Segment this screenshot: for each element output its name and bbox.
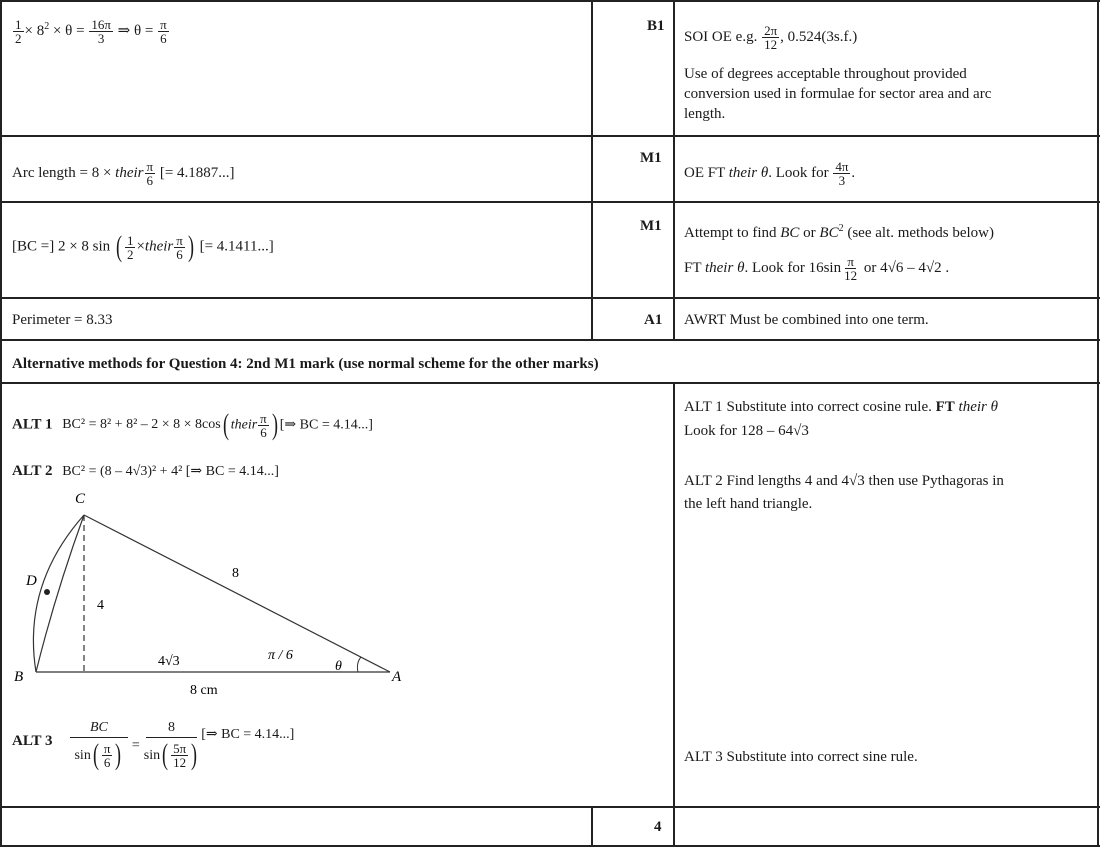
- row3-note-2: [684, 255, 949, 282]
- row3-note2-their: their θ: [704, 259, 745, 276]
- row3-note1-a: Attempt to find: [684, 225, 777, 241]
- triangle-diagram: [0, 485, 420, 700]
- row3-note1-bc2: BC: [819, 225, 839, 241]
- alt3-b-den: 12: [173, 754, 187, 770]
- alt3-rhs: [144, 720, 199, 770]
- row3-times: ×: [136, 238, 145, 255]
- row1-6: 6: [160, 31, 167, 47]
- label-hypotenuse: 8: [232, 566, 239, 581]
- alt3-lhs: [70, 720, 128, 770]
- row1-times8: × 8: [24, 23, 45, 39]
- alt1-note-a: ALT 1 Substitute into correct cosine rule.: [684, 399, 932, 415]
- alt3-lparen-a: (: [92, 738, 99, 771]
- alt2-label: ALT 2: [12, 463, 53, 479]
- row3-note1-or: or: [803, 225, 816, 241]
- row1-implies: ⇒ θ =: [117, 23, 154, 39]
- alt3-lparen-b: (: [162, 738, 169, 771]
- rule-mark-note-2: [673, 806, 675, 847]
- row1-3: 3: [97, 31, 105, 47]
- row3-note1-b: (see alt. methods below): [847, 225, 994, 241]
- row3-one: 1: [126, 232, 134, 248]
- alt1-lparen: (: [222, 408, 229, 441]
- row1-working: [12, 18, 170, 45]
- angle-arc: [357, 657, 361, 672]
- alt2-working: [12, 462, 279, 481]
- alt3-rhs-den: [144, 740, 199, 770]
- alt3-lhs-den: [74, 740, 123, 770]
- alt3-rhs-num: 8: [146, 720, 197, 738]
- rule-alt-divider: [673, 383, 675, 807]
- row3-bc: [BC =] 2 × 8 sin: [12, 238, 111, 255]
- point-d: [44, 589, 50, 595]
- label-a: A: [392, 669, 402, 685]
- alt1-label: ALT 1: [12, 416, 53, 433]
- row3-mark: M1: [640, 218, 662, 234]
- rule-bottom: [0, 845, 1100, 847]
- rule-row4: [0, 339, 1100, 341]
- alt3-sin1: sin: [74, 747, 91, 763]
- rule-alt-body: [0, 806, 1100, 808]
- alt2-expr: BC² = (8 – 4√3)² + 4² [⇒ BC = 4.14...]: [62, 464, 279, 479]
- alt-heading: Alternative methods for Question 4: 2nd M1 mark (use normal scheme for the other marks): [12, 356, 599, 372]
- row1-theta-eq: × θ =: [52, 23, 85, 39]
- alt3-equals: =: [131, 737, 140, 753]
- row1-note-top: [684, 24, 857, 51]
- rule-row1: [0, 135, 1100, 137]
- row2-note-c: .: [851, 164, 856, 181]
- rule-top: [0, 0, 1100, 2]
- alt3-b-num: 5π: [173, 740, 187, 756]
- row2-note-den: 3: [838, 173, 846, 188]
- alt1-note-2: Look for 128 – 64√3: [684, 423, 809, 439]
- row2-value: [= 4.1887...]: [159, 164, 235, 181]
- alt3-note: ALT 3 Substitute into correct sine rule.: [684, 749, 918, 765]
- row3-note1-bc: BC: [780, 225, 800, 241]
- row2-their: their: [115, 164, 144, 181]
- row1-note-line: Use of degrees acceptable throughout provided: [684, 66, 967, 82]
- arc-inner: [36, 515, 84, 672]
- row2-arc: Arc length = 8 ×: [12, 164, 112, 181]
- row1-note-a: SOI OE e.g.: [684, 28, 758, 45]
- label-angle-pi: π / 6: [268, 648, 293, 663]
- rule-right: [1097, 0, 1099, 847]
- alt3-lhs-num: BC: [70, 720, 128, 738]
- alt1-expr: BC² = 8² + 8² – 2 × 8 × 8cos: [62, 417, 221, 433]
- row1-mark: B1: [647, 18, 665, 34]
- label-d: D: [26, 573, 37, 589]
- row1-half-den: 2: [15, 31, 22, 47]
- row3-lparen: (: [115, 230, 122, 263]
- row2-note-b: . Look for: [768, 164, 829, 181]
- row3-rparen: ): [187, 230, 194, 263]
- alt3-working: [12, 732, 52, 750]
- alt1-note-ft: FT: [935, 399, 955, 415]
- label-height: 4: [97, 598, 104, 613]
- rule-alt-heading: [0, 382, 1100, 384]
- label-base-8cm: 8 cm: [190, 683, 218, 698]
- row1-16pi: 16π: [91, 17, 111, 33]
- alt3-sin2: sin: [143, 747, 161, 763]
- rule-row3: [0, 297, 1100, 299]
- row3-two: 2: [126, 246, 134, 262]
- alt3-equation: [70, 720, 294, 770]
- row4-note: AWRT Must be combined into one term.: [684, 312, 929, 328]
- row1-pi: π: [160, 17, 167, 33]
- row1-sq: 2: [44, 21, 50, 32]
- row1-note-body: [684, 64, 1084, 124]
- label-b: B: [14, 669, 24, 685]
- alt2-note-1: ALT 2 Find lengths 4 and 4√3 then use Pythagoras in: [684, 473, 1004, 489]
- alt1-pi: π: [260, 410, 267, 426]
- row2-note: [684, 160, 855, 187]
- row2-note-their: their θ: [728, 164, 769, 181]
- triangle-side-ca: [84, 515, 390, 672]
- row3-pi: π: [176, 232, 183, 248]
- row2-6: 6: [146, 173, 154, 188]
- alt3-rparen-a: ): [115, 738, 122, 771]
- rule-mark-note: [673, 0, 675, 340]
- row1-note-line: conversion used in formulae for sector area and arc: [684, 86, 992, 102]
- row3-their: their: [144, 238, 174, 255]
- rule-left: [0, 0, 2, 847]
- alt1-note-1: [684, 398, 998, 416]
- alt3-label: ALT 3: [12, 733, 53, 749]
- row3-note-1: [684, 220, 994, 242]
- alt3-a-den: 6: [103, 754, 111, 770]
- row3-six: 6: [176, 246, 183, 262]
- row2-pi: π: [146, 159, 154, 174]
- rule-row2: [0, 201, 1100, 203]
- row3-value: [= 4.1411...]: [199, 238, 274, 255]
- row3-note2-den: 12: [844, 268, 858, 283]
- row1-note-b: , 0.524(3s.f.): [780, 28, 858, 45]
- label-theta: θ: [335, 659, 342, 674]
- row1-half-num: 1: [15, 17, 22, 33]
- row1-note-line: length.: [684, 106, 726, 122]
- row3-note2-num: π: [847, 254, 854, 269]
- total-mark: 4: [654, 819, 662, 835]
- alt1-note-their: their θ: [958, 399, 998, 415]
- row2-note-num: 4π: [835, 159, 849, 174]
- arc-outer: [33, 515, 84, 672]
- row4-working: Perimeter = 8.33: [12, 312, 113, 328]
- row3-working: [12, 232, 274, 262]
- label-base-part: 4√3: [158, 654, 180, 669]
- row3-note2-b: . Look for 16sin: [744, 259, 842, 276]
- alt1-working: [12, 410, 373, 440]
- row1-note-den: 12: [764, 37, 778, 52]
- rule-work-mark-2: [591, 806, 593, 847]
- alt3-rparen-b: ): [191, 738, 198, 771]
- row2-mark: M1: [640, 150, 662, 166]
- row4-mark: A1: [644, 312, 663, 328]
- alt1-their: their: [230, 417, 258, 433]
- alt1-rparen: ): [271, 408, 278, 441]
- row2-note-a: OE FT: [684, 164, 725, 181]
- row3-note2-a: FT: [684, 259, 702, 276]
- row2-working: [12, 160, 235, 187]
- rule-work-mark: [591, 0, 593, 340]
- alt2-note-2: the left hand triangle.: [684, 496, 813, 512]
- alt3-result: [⇒ BC = 4.14...]: [201, 726, 295, 742]
- alt1-six: 6: [260, 424, 267, 440]
- label-c: C: [75, 491, 86, 507]
- row1-note-num: 2π: [764, 23, 778, 38]
- alt1-result: [⇒ BC = 4.14...]: [279, 417, 373, 433]
- row3-note1-sup: 2: [838, 223, 844, 234]
- row3-note2-c: or 4√6 – 4√2 .: [863, 259, 950, 276]
- alt3-a-num: π: [103, 740, 111, 756]
